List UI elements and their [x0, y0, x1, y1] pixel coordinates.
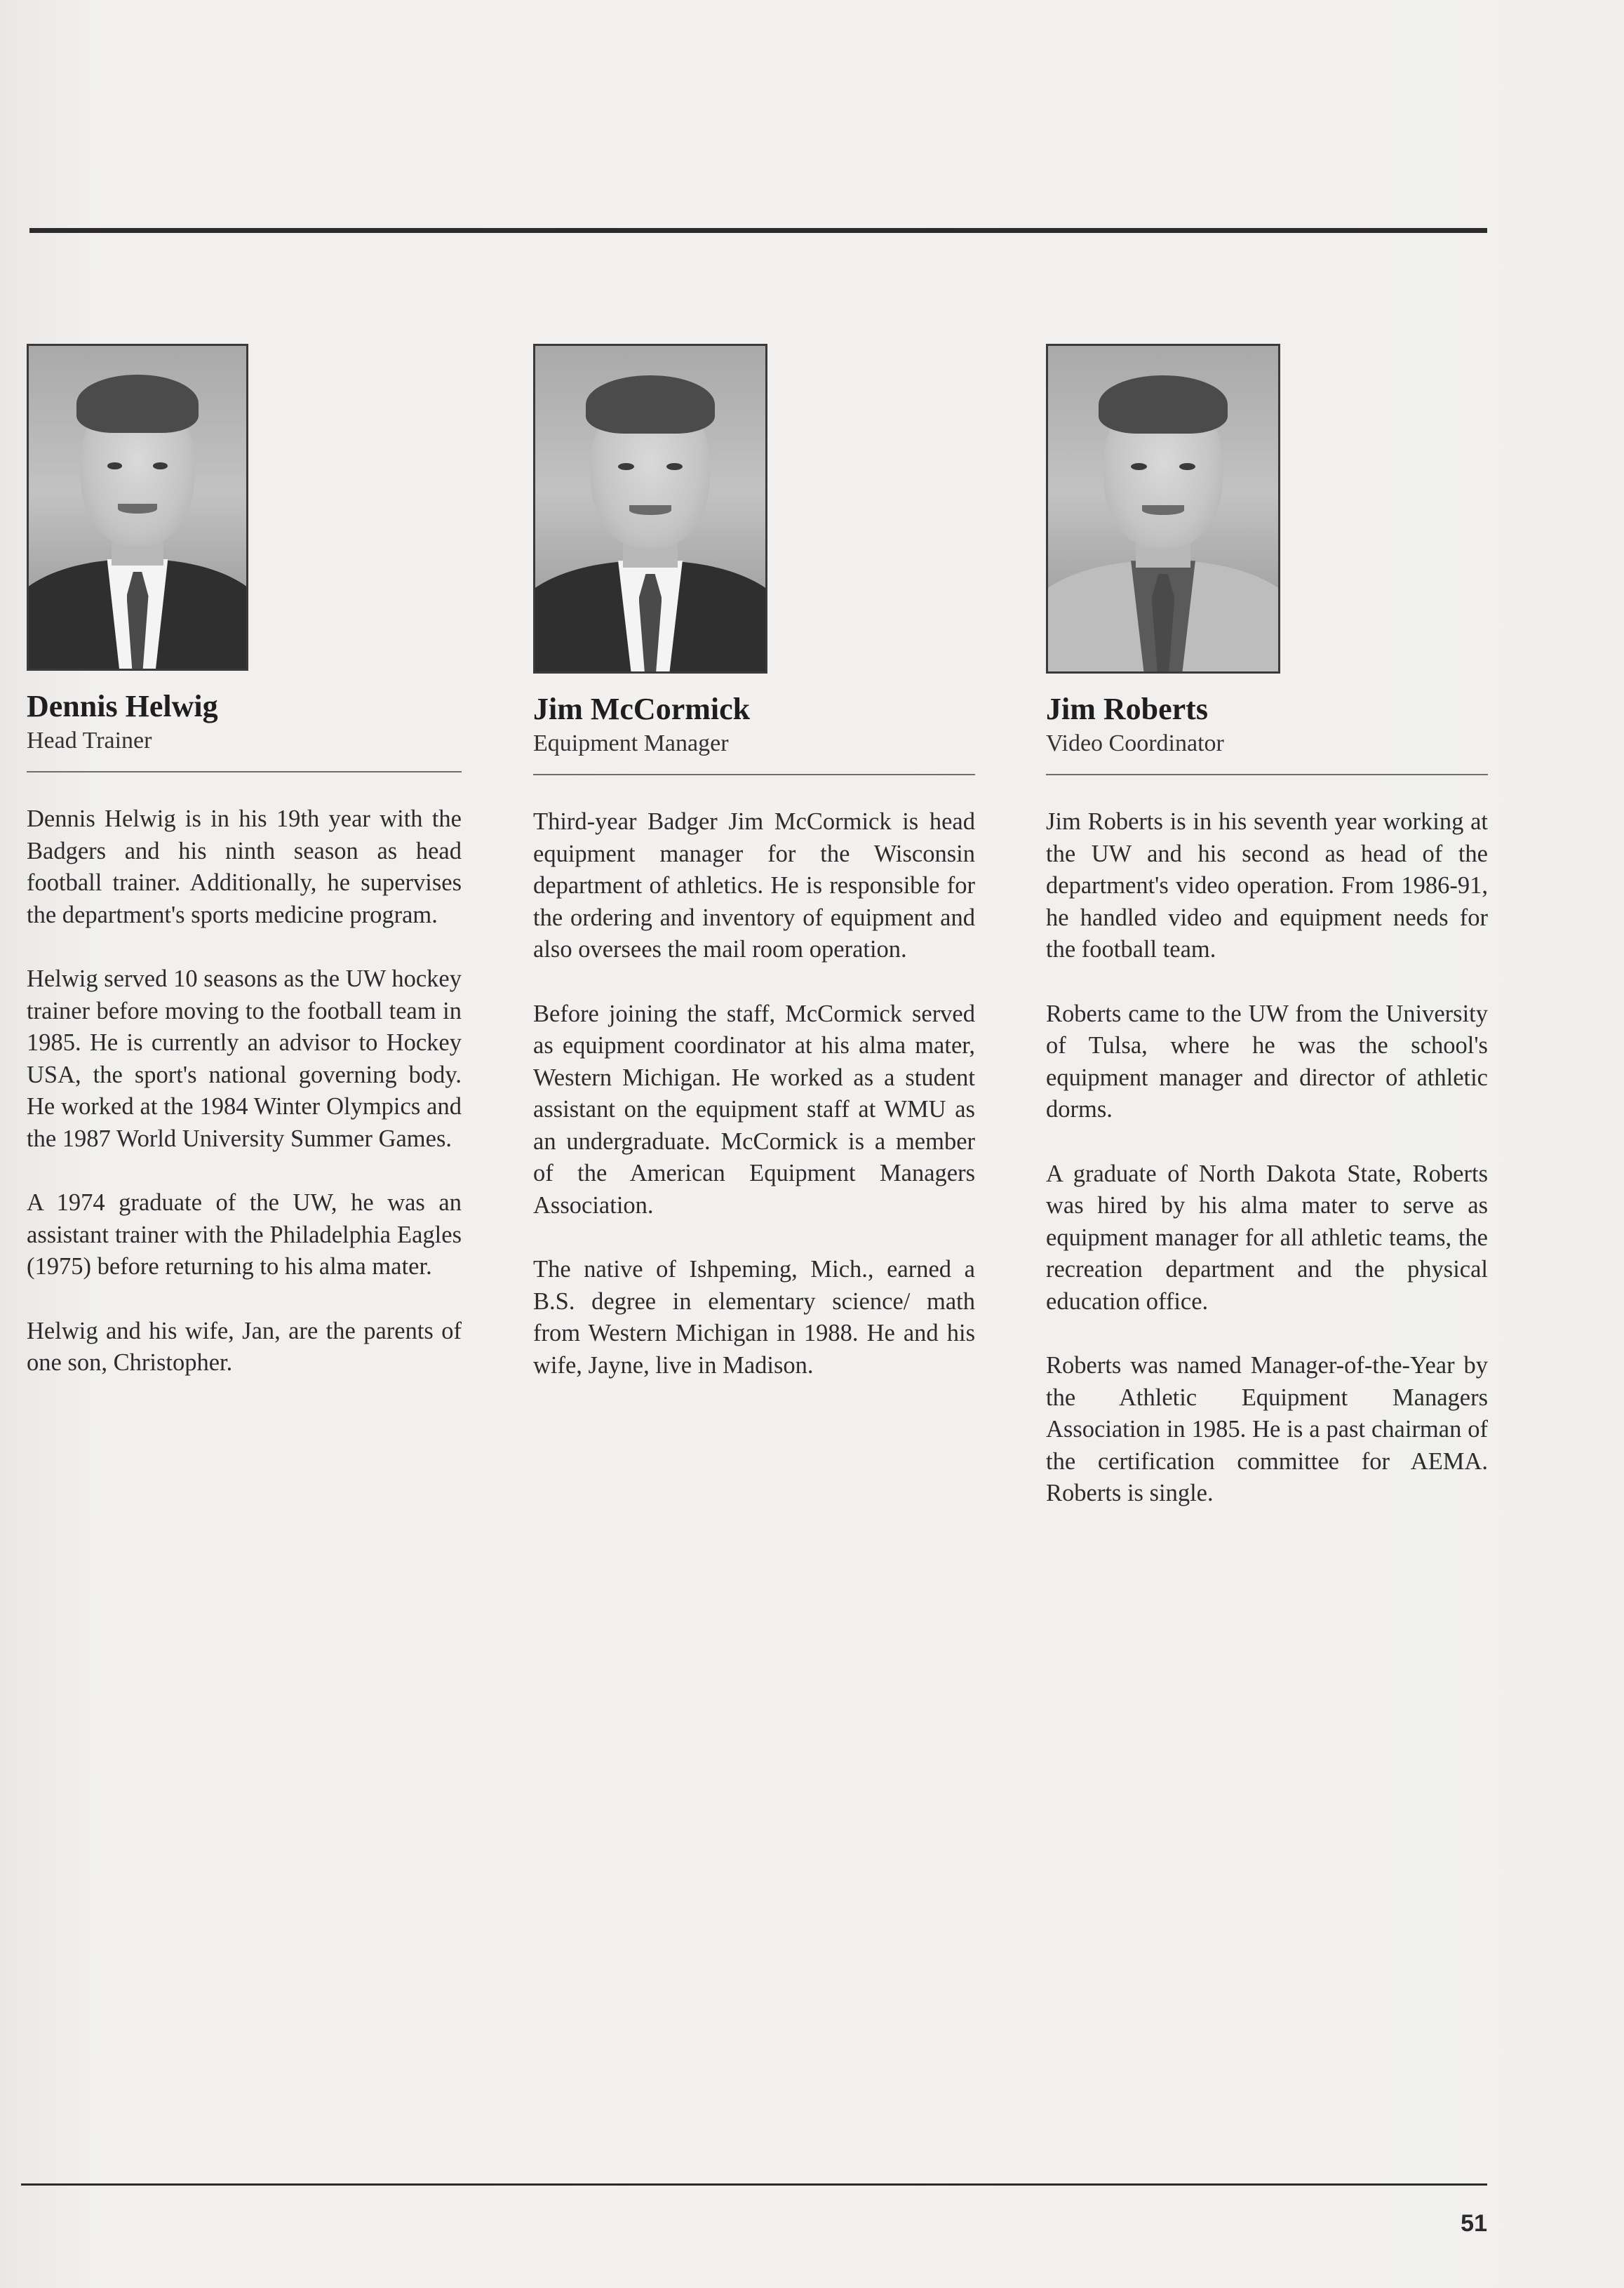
profile-jim-roberts: [1046, 344, 1488, 1542]
bio-paragraph: Helwig served 10 seasons as the UW hockey trainer before moving to the football team in 1985. He is currently an advisor to Hockey USA, the sport's national governing body. He worked at the 1984 Winter Olympics and the 1987 World University Summer Games.: [27, 965, 462, 1152]
portrait-photo: [533, 344, 767, 674]
page-number: 51: [1461, 2210, 1487, 2237]
bio-paragraph: Before joining the staff, McCormick served as equipment coordinator at his alma mater, Western Michigan. He worked as a student assistant on the equipment staff at WMU as an undergraduate. McCormick is a member of the American Equipment Managers Association.: [533, 1000, 975, 1219]
bio-paragraph: Roberts was named Manager-of-the-Year by the Athletic Equipment Managers Association in 1985. He is a past chairman of the certification committee for AEMA. Roberts is single.: [1046, 1352, 1488, 1507]
portrait-eye: [107, 462, 123, 469]
top-rule: [29, 228, 1487, 233]
bio-paragraph: The native of Ishpeming, Mich., earned a B.S. degree in elementary science/ math from Western Michigan in 1988. He and his wife, Jayne, live in Madison.: [533, 1256, 975, 1379]
person-title: Head Trainer: [27, 727, 152, 754]
biography: [27, 803, 462, 1379]
bio-paragraph: Third-year Badger Jim McCormick is head equipment manager for the Wisconsin department of athletics. He is responsible for the ordering and inventory of equipment and also oversees the mail room operation.: [533, 808, 975, 963]
bio-paragraph: Roberts came to the UW from the University of Tulsa, where he was the school's equipment manager and director of athletic dorms.: [1046, 1000, 1488, 1123]
person-name: Jim Roberts: [1046, 692, 1208, 726]
bio-paragraph: A graduate of North Dakota State, Roberts was hired by his alma mater to serve as equipment manager for all athletic teams, the recreation department and the physical education office.: [1046, 1160, 1488, 1315]
person-name: Dennis Helwig: [27, 689, 218, 723]
person-title: Video Coordinator: [1046, 730, 1224, 756]
portrait-photo: [27, 344, 248, 671]
portrait-eye: [153, 462, 168, 469]
bottom-rule: [21, 2183, 1487, 2186]
biography: [1046, 806, 1488, 1510]
section-divider: [27, 771, 462, 772]
profile-dennis-helwig: [27, 344, 462, 1412]
portrait-hair: [586, 375, 715, 434]
person-name: Jim McCormick: [533, 692, 751, 726]
biography: [533, 806, 975, 1382]
portrait-photo: [1046, 344, 1280, 674]
section-divider: [533, 774, 975, 775]
bio-paragraph: Dennis Helwig is in his 19th year with the Badgers and his ninth season as head football trainer. Additionally, he supervises the department's sports medicine program.: [27, 805, 462, 928]
portrait-hair: [1099, 375, 1228, 434]
portrait-hair: [76, 375, 199, 433]
profile-jim-mccormick: [533, 344, 975, 1414]
bio-paragraph: Jim Roberts is in his seventh year working at the UW and his second as head of the department's video operation. From 1986-91, he handled video and equipment needs for the football team.: [1046, 808, 1488, 963]
bio-paragraph: Helwig and his wife, Jan, are the parents of one son, Christopher.: [27, 1317, 462, 1377]
section-divider: [1046, 774, 1488, 775]
bio-paragraph: A 1974 graduate of the UW, he was an assistant trainer with the Philadelphia Eagles (1975) before returning to his alma mater.: [27, 1189, 462, 1280]
person-title: Equipment Manager: [533, 730, 729, 756]
